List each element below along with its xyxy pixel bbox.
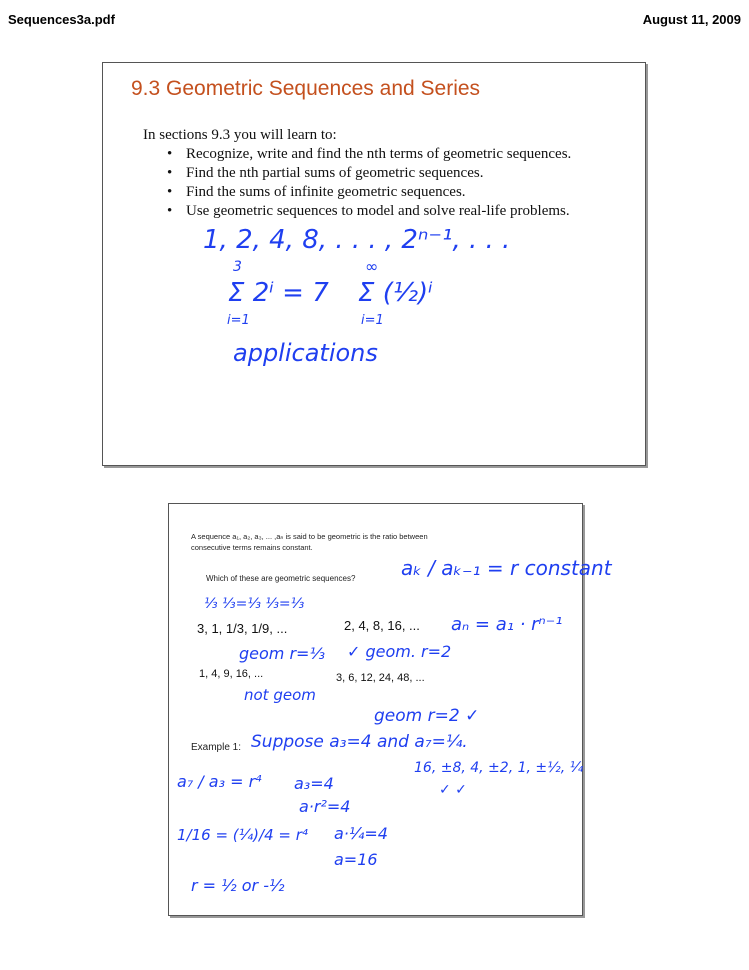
hw-terms: 16, ±8, 4, ±2, 1, ±½, ¼ bbox=[414, 760, 584, 776]
date: August 11, 2009 bbox=[642, 12, 741, 27]
example-label: Example 1: bbox=[191, 742, 242, 753]
definition-line-2: consecutive terms remains constant. bbox=[191, 543, 313, 552]
hw-suppose: Suppose a₃=4 and a₇=¼. bbox=[251, 732, 468, 752]
bullet-item: Recognize, write and find the nth terms of geometric sequences. bbox=[186, 146, 572, 162]
bullet-item: Find the nth partial sums of geometric sequences. bbox=[186, 165, 484, 181]
slide-title: 9.3 Geometric Sequences and Series bbox=[131, 77, 481, 100]
sequence-3: 1, 4, 9, 16, ... bbox=[199, 668, 264, 680]
handwritten-sum1-top: 3 bbox=[233, 259, 242, 275]
handwritten-sum2-top: ∞ bbox=[365, 257, 379, 276]
hw-eq4: 1/16 = (¼)/4 = r⁴ bbox=[177, 826, 308, 844]
hw-not-geom: not geom bbox=[244, 686, 316, 704]
handwritten-sum1: Σ 2ⁱ = 7 bbox=[228, 278, 329, 308]
hw-ratio: aₖ / aₖ₋₁ = r constant bbox=[401, 556, 612, 580]
hw-nth-term: aₙ = a₁ · rⁿ⁻¹ bbox=[451, 614, 563, 635]
hw-eq7: r = ½ or -½ bbox=[191, 876, 285, 895]
handwritten-applications: applications bbox=[233, 339, 378, 367]
bullet-item: Find the sums of infinite geometric sequences. bbox=[186, 184, 466, 200]
sequence-2: 2, 4, 8, 16, ... bbox=[344, 618, 420, 633]
hw-checks: ✓ ✓ bbox=[439, 782, 467, 798]
intro-text: In sections 9.3 you will learn to: bbox=[143, 127, 337, 143]
hw-eq1: a₇ / a₃ = r⁴ bbox=[177, 772, 262, 791]
hw-ratios: ⅓ ⅓=⅓ ⅓=⅓ bbox=[204, 596, 305, 612]
handwritten-sum1-bottom: i=1 bbox=[227, 313, 250, 328]
handwritten-sequence: 1, 2, 4, 8, . . . , 2ⁿ⁻¹, . . . bbox=[203, 225, 511, 255]
hw-eq3: a·r²=4 bbox=[299, 797, 351, 816]
hw-eq6: a=16 bbox=[334, 850, 378, 869]
sequence-4: 3, 6, 12, 24, 48, ... bbox=[336, 672, 425, 684]
filename: Sequences3a.pdf bbox=[8, 12, 115, 27]
handwritten-sum2: Σ (½)ⁱ bbox=[358, 278, 433, 308]
definition-line-1: A sequence a₁, a₂, a₃, ... ,aₙ is said to be geometric is the ratio between bbox=[191, 532, 428, 541]
handwritten-sum2-bottom: i=1 bbox=[361, 313, 384, 328]
hw-geom-r2: ✓ geom. r=2 bbox=[347, 642, 452, 661]
sequence-1: 3, 1, 1/3, 1/9, ... bbox=[197, 621, 288, 636]
slide-2 bbox=[168, 503, 612, 916]
hw-eq5: a·¼=4 bbox=[334, 824, 388, 843]
hw-geom-third: geom r=⅓ bbox=[239, 644, 325, 663]
hw-geom-r2-b: geom r=2 ✓ bbox=[374, 706, 480, 726]
slide-1: 9.3 Geometric Sequences and Series In sections 9.3 you will learn to: • Recognize, write and find the nth terms of geometric sequences. • Find the nth partial sums of geometric sequences. • Find the sums of infinite geometric sequences. • Use geometric sequences to model and solve real-life problems. 1, 2, 4, 8, . . . , 2ⁿ⁻¹, . . . 3 Σ 2ⁱ = 7 i=1 ∞ Σ (½)ⁱ i=1 applications bbox=[102, 62, 646, 466]
bullet-item: Use geometric sequences to model and solve real-life problems. bbox=[186, 203, 570, 219]
hw-eq2: a₃=4 bbox=[294, 774, 334, 793]
question: Which of these are geometric sequences? bbox=[206, 574, 356, 583]
